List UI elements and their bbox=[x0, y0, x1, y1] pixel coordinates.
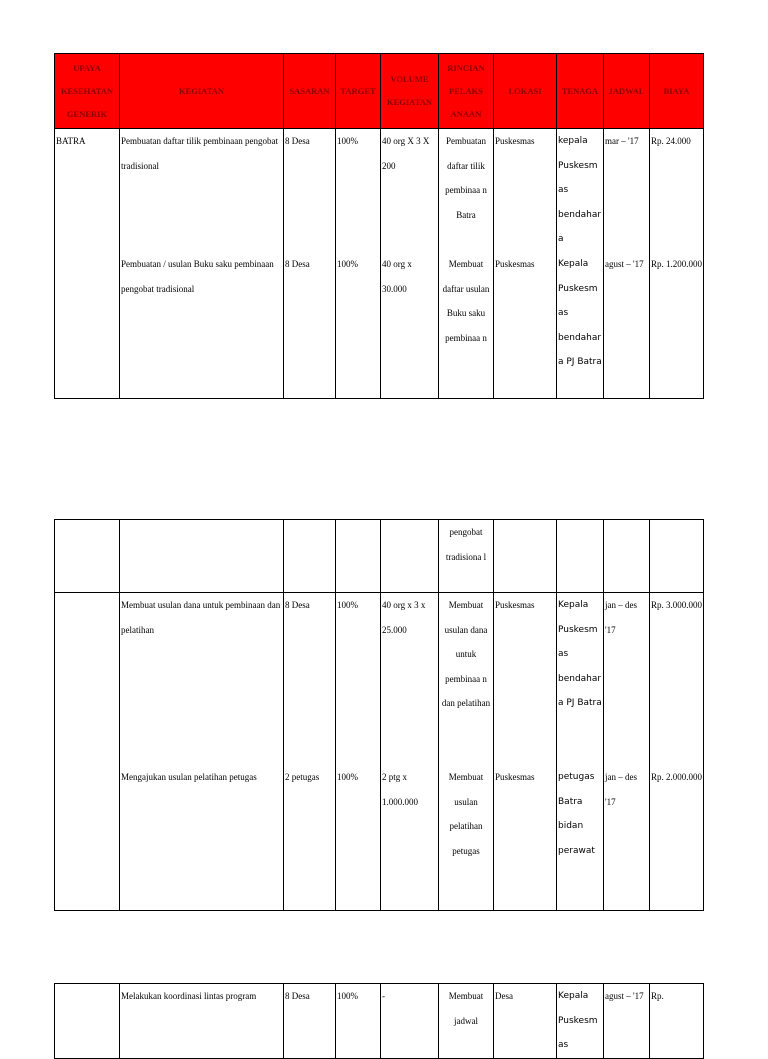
table-row bbox=[55, 593, 704, 911]
rincian-cell: Membuat usulan dana untuk pembinaa n dan pelatihan Membuat usulan pelatihan petugas bbox=[439, 593, 494, 911]
header-row bbox=[55, 54, 704, 129]
table-row bbox=[55, 984, 704, 1059]
rincian-continuation: pengobat tradisiona l bbox=[439, 520, 494, 593]
header-target: TARGET bbox=[336, 54, 381, 129]
header-volume: VOLUME KEGIATAN bbox=[381, 54, 439, 129]
header-tenaga: TENAGA bbox=[557, 54, 604, 129]
header-kegiatan: KEGIATAN bbox=[120, 54, 284, 129]
upaya-cell bbox=[55, 984, 120, 1059]
upaya-cell: BATRA bbox=[55, 129, 120, 399]
sasaran-cell: 8 Desa 2 petugas bbox=[284, 593, 336, 911]
target-cell: 100% bbox=[336, 984, 381, 1059]
volume-cell: 40 org x 3 x 25.000 2 ptg x 1.000.000 bbox=[381, 593, 439, 911]
biaya-cell: Rp. 3.000.000 Rp. 2.000.000 bbox=[650, 593, 704, 911]
sasaran-cell: 8 Desa 8 Desa bbox=[284, 129, 336, 399]
jadwal-cell: mar – '17 agust – '17 bbox=[604, 129, 650, 399]
header-biaya: BIAYA bbox=[650, 54, 704, 129]
tenaga-cell: Kepala Puskesmas bendahara PJ Batra petugas Batra bidan perawat bbox=[557, 593, 604, 911]
header-lokasi: LOKASI bbox=[494, 54, 557, 129]
activity-table-2 bbox=[54, 519, 704, 911]
header-sasaran: SASARAN bbox=[284, 54, 336, 129]
lokasi-cell: Desa bbox=[494, 984, 557, 1059]
lokasi-cell: Puskesmas Puskesmas bbox=[494, 593, 557, 911]
header-jadwal: JADWAL bbox=[604, 54, 650, 129]
header-upaya: UPAYA KESEHATAN GENERIK bbox=[55, 54, 120, 129]
biaya-cell: Rp. 24.000 Rp. 1.200.000 bbox=[650, 129, 704, 399]
target-cell: 100% 100% bbox=[336, 593, 381, 911]
biaya-cell: Rp. bbox=[650, 984, 704, 1059]
header-rincian: RINCIAN PELAKS ANAAN bbox=[439, 54, 494, 129]
kegiatan-cell: Membuat usulan dana untuk pembinaan dan pelatihan Mengajukan usulan pelatihan petugas bbox=[120, 593, 284, 911]
activity-table-1 bbox=[54, 53, 704, 399]
tenaga-cell: Kepala Puskesmas bbox=[557, 984, 604, 1059]
volume-cell: 40 org X 3 X 200 40 org x 30.000 bbox=[381, 129, 439, 399]
kegiatan-cell: Melakukan koordinasi lintas program bbox=[120, 984, 284, 1059]
upaya-cell bbox=[55, 593, 120, 911]
target-cell: 100% 100% bbox=[336, 129, 381, 399]
sasaran-cell: 8 Desa bbox=[284, 984, 336, 1059]
jadwal-cell: agust – '17 bbox=[604, 984, 650, 1059]
jadwal-cell: jan – des '17 jan – des '17 bbox=[604, 593, 650, 911]
activity-table-3 bbox=[54, 983, 704, 1059]
tenaga-cell: kepala Puskesmas bendahara Kepala Puskesmas bendahara PJ Batra bbox=[557, 129, 604, 399]
kegiatan-cell: Pembuatan daftar tilik pembinaan pengobat tradisional Pembuatan / usulan Buku saku pembinaan pengobat tradisional bbox=[120, 129, 284, 399]
volume-cell: - bbox=[381, 984, 439, 1059]
rincian-cell: Membuat jadwal bbox=[439, 984, 494, 1059]
rincian-cell: Pembuatan daftar tilik pembinaa n Batra Membuat daftar usulan Buku saku pembinaa n bbox=[439, 129, 494, 399]
table-row bbox=[55, 129, 704, 399]
lokasi-cell: Puskesmas Puskesmas bbox=[494, 129, 557, 399]
continuation-row bbox=[55, 520, 704, 593]
